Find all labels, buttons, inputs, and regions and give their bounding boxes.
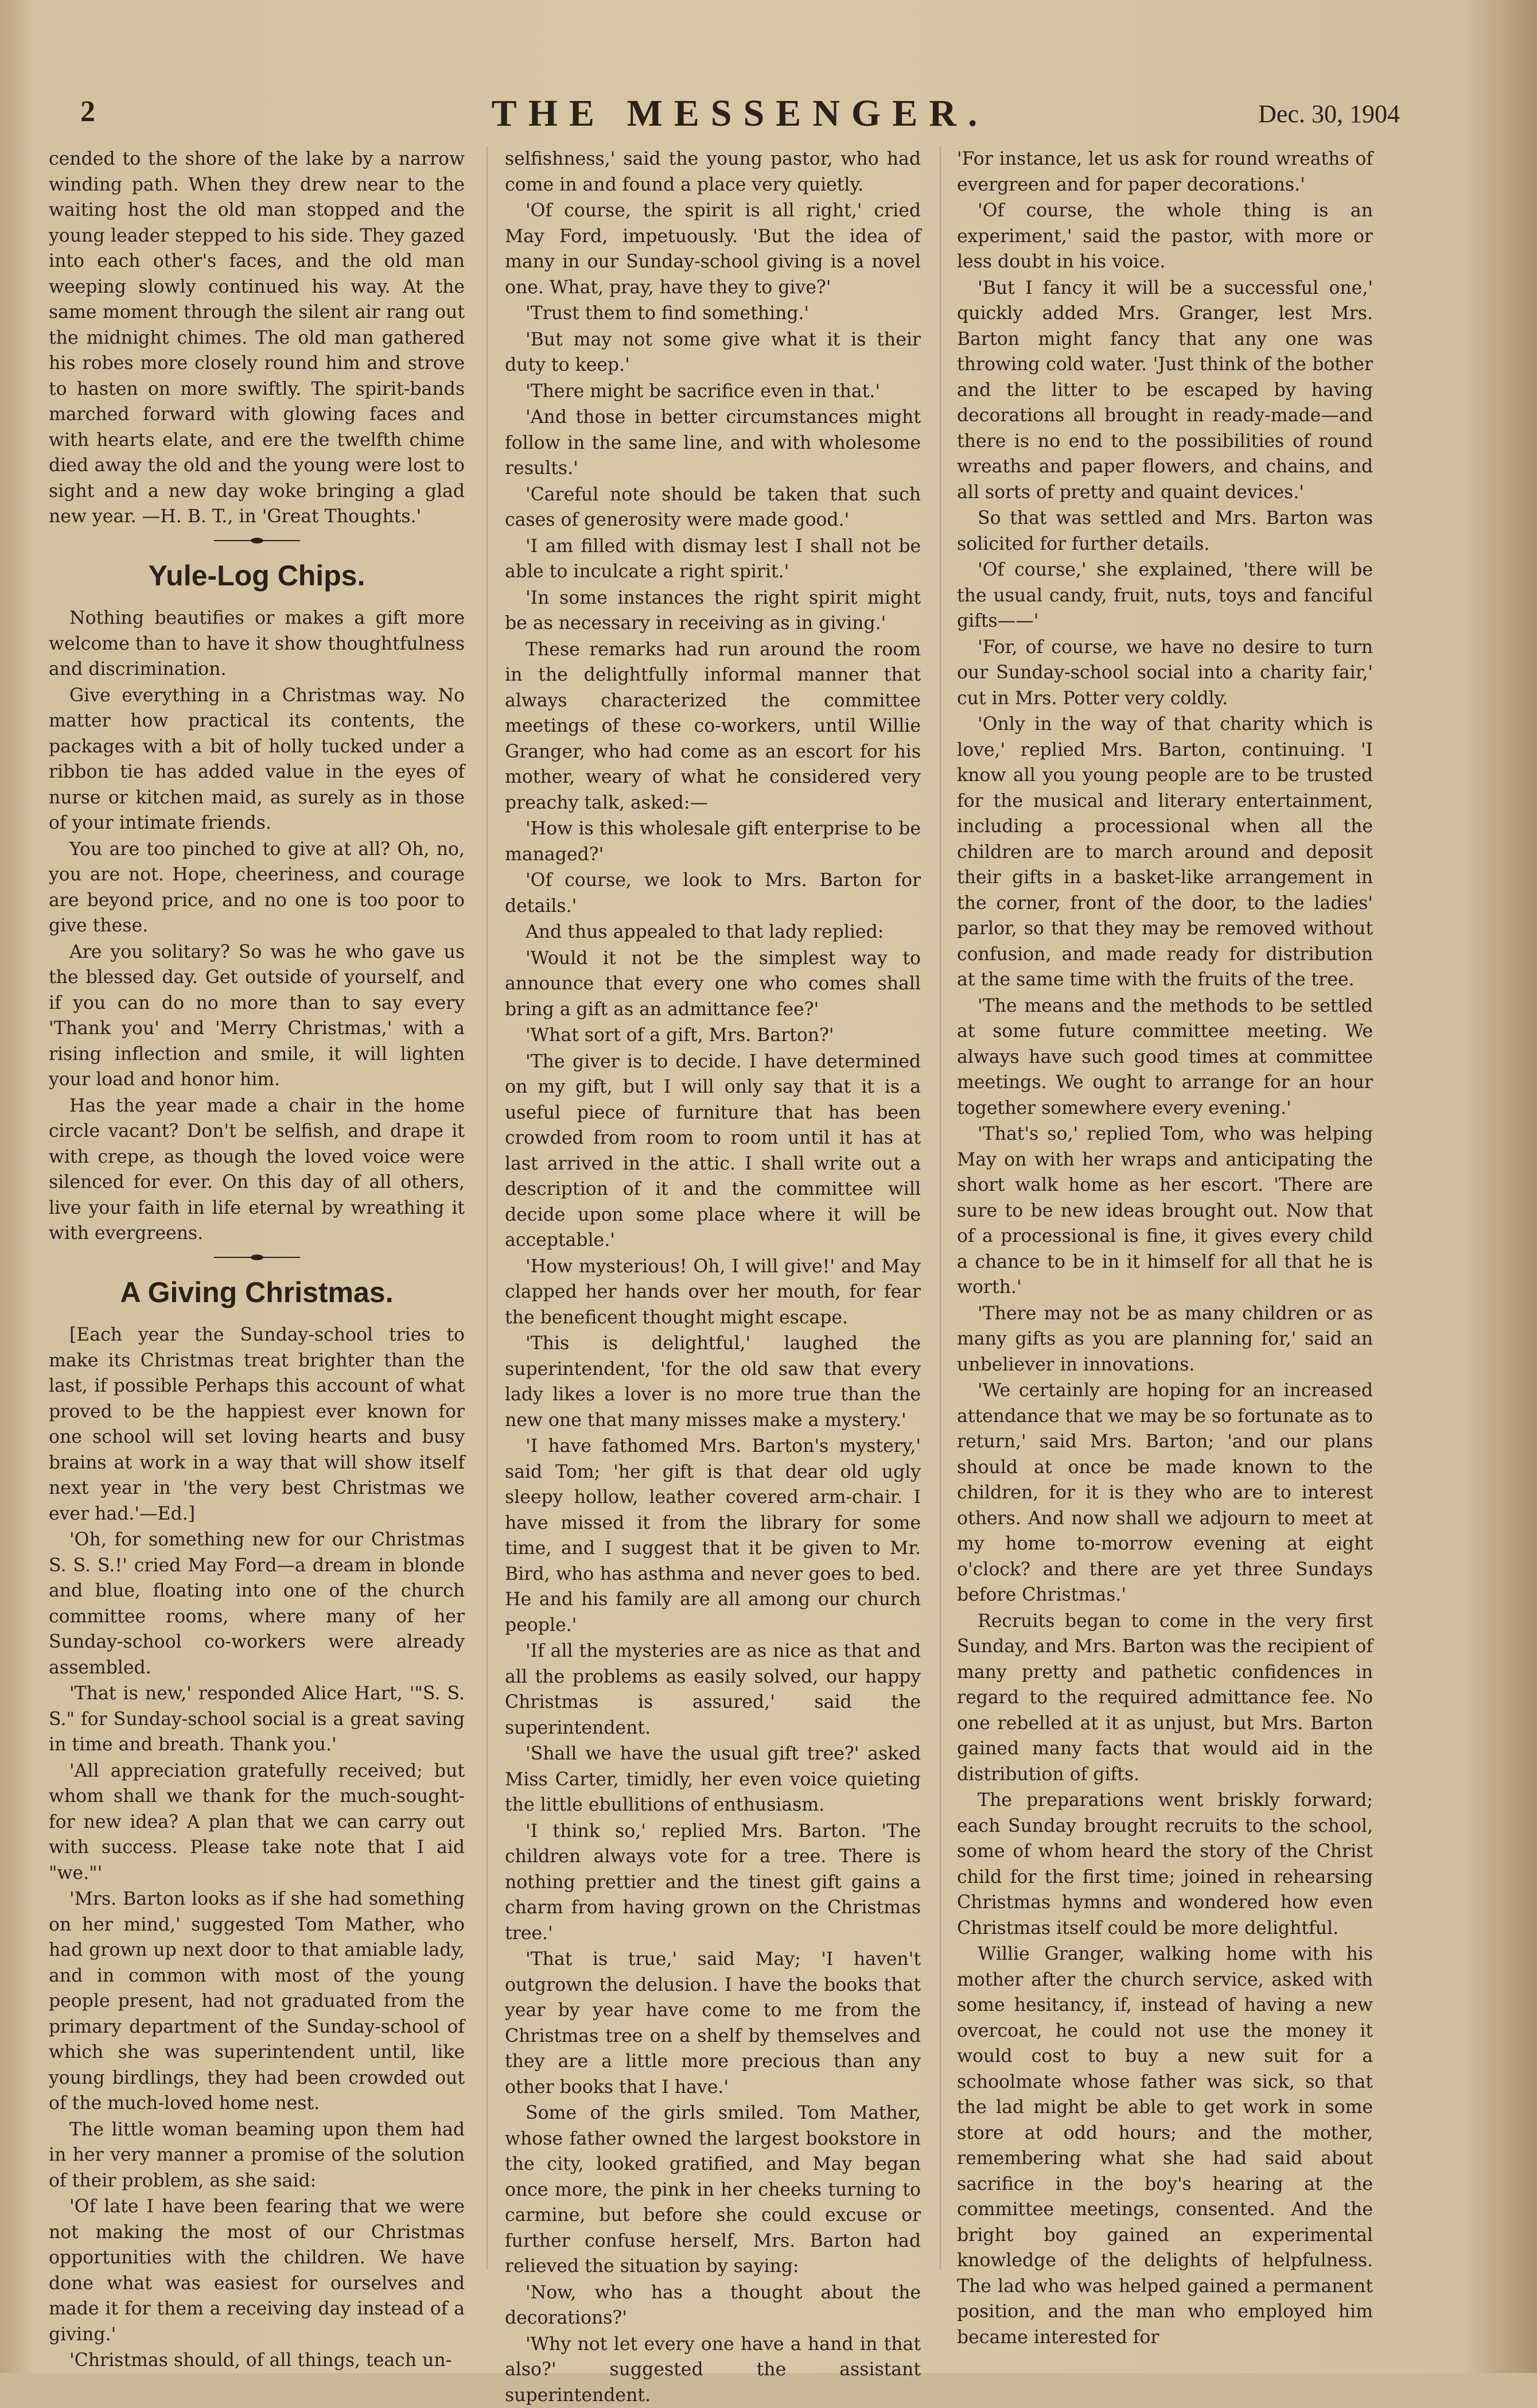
paragraph: 'There might be sacrifice even in that.': [505, 379, 921, 405]
paragraph: 'But I fancy it will be a successful one,' quickly added Mrs. Granger, lest Mrs. Barton might fancy that any one was throwing cold water. 'Just think of the bother and the litter to be escaped by having decorations all brought in ready-made—and there is no end to the possibilities of round wreaths and paper flowers, and chains, and all sorts of pretty and quaint devices.': [957, 275, 1373, 506]
paragraph: Willie Granger, walking home with his mother after the church service, asked with some hesitancy, if, instead of having a new overcoat, he could not use the money it would cost to buy a new suit for a schoolmate whose father was sick, so that the lad might be able to get work in some store at odd hours; and the mother, remembering what she had said about sacrifice in the boy's hearing at the committee meetings, consented. And the bright boy gained an experimental knowledge of the delights of helpfulness. The lad who was helped gained a permanent position, and the man who employed him became interested for: [957, 1941, 1373, 2350]
paragraph: Are you solitary? So was he who gave us the blessed day. Get outside of yourself, and if you can do no more than to say every 'Thank you' and 'Merry Christmas,' with a rising inflection and smile, it will lighten your load and honor him.: [49, 939, 465, 1093]
paragraph: And thus appealed to that lady replied:: [505, 919, 921, 945]
paragraph: 'How is this wholesale gift enterprise to be managed?': [505, 816, 921, 867]
paragraph: 'Oh, for something new for our Christmas S. S. S.!' cried May Ford—a dream in blonde and blue, floating into one of the church committee rooms, where many of her Sunday-school co-workers were already assembled.: [49, 1527, 465, 1680]
paragraph: 'That's so,' replied Tom, who was helping May on with her wraps and anticipating the short walk home as her escort. 'There are sure to be new ideas brought out. Now that of a processional is fine, it gives every child a chance to be in it himself for all that he is worth.': [957, 1121, 1373, 1300]
paragraph: 'This is delightful,' laughed the superintendent, 'for the old saw that every lady likes a lover is no more true than the new one that many misses make a mystery.': [505, 1331, 921, 1433]
paragraph: selfishness,' said the young pastor, who had come in and found a place very quietly.: [505, 146, 921, 197]
paragraph: The preparations went briskly forward; each Sunday brought recruits to the school, some of whom heard the story of the Christ child for the first time; joined in rehearsing Christmas hymns and wondered how even Christmas itself could be more delightful.: [957, 1788, 1373, 1941]
paragraph: Nothing beautifies or makes a gift more welcome than to have it show thoughtfulness and discrimination.: [49, 605, 465, 682]
column-2: [505, 146, 921, 2270]
editor-note: [Each year the Sunday-school tries to make its Christmas treat brighter than the last, if possible Perhaps this account of what proved to be the happiest ever known for one school will set loving hearts and busy brains at work in a way that will show itself next year in 'the very best Christmas we ever had.'—Ed.]: [49, 1322, 465, 1527]
article-heading: A Giving Christmas.: [49, 1280, 465, 1306]
column-3: [957, 146, 1373, 2270]
paragraph: 'Only in the way of that charity which is love,' replied Mrs. Barton, continuing. 'I know all you young people are to be trusted for the musical and literary entertainment, including a processional when all the children are to march around and deposit their gifts in a basket-like arrangement in the corner, front of the door, to the ladies' parlor, so that they may be removed without confusion, and made ready for distribution at the same time with the fruits of the tree.: [957, 712, 1373, 993]
paragraph: You are too pinched to give at all? Oh, no, you are not. Hope, cheeriness, and courage are beyond price, and no one is too poor to give these.: [49, 837, 465, 939]
paragraph: 'The giver is to decide. I have determined on my gift, but I will only say that it is a useful piece of furniture that has been crowded from room to room until it has at last arrived in the attic. I shall write out a description of it and the committee will decide upon some place where it will be acceptable.': [505, 1049, 921, 1253]
paragraph: 'Would it not be the simplest way to announce that every one who comes shall bring a gift as an admittance fee?': [505, 946, 921, 1023]
paragraph: 'The means and the methods to be settled at some future committee meeting. We always have such good times at committee meetings. We ought to arrange for an hour together somewhere every evening.': [957, 993, 1373, 1121]
paragraph: 'How mysterious! Oh, I will give!' and May clapped her hands over her mouth, for fear the beneficent thought might escape.: [505, 1254, 921, 1331]
paragraph: 'Christmas should, of all things, teach un-: [49, 2348, 465, 2374]
paragraph: 'I am filled with dismay lest I shall not be able to inculcate a right spirit.': [505, 534, 921, 585]
paragraph: 'Why not let every one have a hand in that also?' suggested the assistant superintendent.: [505, 2332, 921, 2408]
paragraph: 'I have fathomed Mrs. Barton's mystery,' said Tom; 'her gift is that dear old ugly sleepy hollow, leather covered arm-chair. I have missed it from the library for some time, and I suggest that it be given to Mr. Bird, who has asthma and never goes to bed. He and his family are all among our church people.': [505, 1434, 921, 1638]
masthead-title: THE MESSENGER.: [80, 92, 1400, 135]
paragraph: 'Now, who has a thought about the decorations?': [505, 2280, 921, 2331]
paragraph: 'Of course, we look to Mrs. Barton for details.': [505, 868, 921, 919]
paragraph: 'And those in better circumstances might follow in the same line, and with wholesome results.': [505, 405, 921, 481]
paragraph: 'Of late I have been fearing that we were not making the most of our Christmas opportunities with the children. We have done what was easiest for ourselves and made it for them a receiving day instead of a giving.': [49, 2194, 465, 2347]
page-header: [80, 95, 1400, 146]
paragraph: Recruits began to come in the very first Sunday, and Mrs. Barton was the recipient of many pretty and pathetic confidences in regard to the required admittance fee. No one rebelled at it as unjust, but Mrs. Barton gained many facts that would aid in the distribution of gifts.: [957, 1609, 1373, 1788]
column-rule: [940, 146, 941, 2270]
paragraph: 'Shall we have the usual gift tree?' asked Miss Carter, timidly, her even voice quieting the little ebullitions of enthusiasm.: [505, 1741, 921, 1818]
section-divider: [214, 1255, 300, 1260]
paragraph: 'Careful note should be taken that such cases of generosity were made good.': [505, 482, 921, 533]
paragraph: 'That is true,' said May; 'I haven't outgrown the delusion. I have the books that year by year have come to me from the Christmas tree on a shelf by themselves and they are a little more precious than any other books that I have.': [505, 1947, 921, 2100]
paragraph: 'If all the mysteries are as nice as that and all the problems as easily solved, our happy Christmas is assured,' said the superintendent.: [505, 1638, 921, 1741]
paragraph: 'Of course,' she explained, 'there will be the usual candy, fruit, nuts, toys and fanciful gifts——': [957, 557, 1373, 634]
paragraph: Has the year made a chair in the home circle vacant? Don't be selfish, and drape it with crepe, as though the loved voice were silenced for ever. On this day of all others, live your faith in life eternal by wreathing it with evergreens.: [49, 1093, 465, 1246]
paragraph: 'Trust them to find something.': [505, 301, 921, 327]
paragraph: 'In some instances the right spirit might be as necessary in receiving as in giving.': [505, 585, 921, 636]
paragraph: 'But may not some give what it is their duty to keep.': [505, 327, 921, 378]
paragraph: Give everything in a Christmas way. No matter how practical its contents, the packages with a bit of holly tucked under a ribbon tie has added value in the eyes of nurse or kitchen maid, as surely as in those of your intimate friends.: [49, 683, 465, 836]
column-1: [49, 146, 465, 2270]
paragraph: 'I think so,' replied Mrs. Barton. 'The children always vote for a tree. There is nothing prettier and the tinest gift gains a charm from having grown on the Christmas tree.': [505, 1819, 921, 1947]
paragraph: 'We certainly are hoping for an increased attendance that we may be so fortunate as to return,' said Mrs. Barton; 'and our plans should at once be made known to the children, for it is they who are to interest others. And now shall we adjourn to meet at my home to-morrow evening at eight o'clock? and there are yet three Sundays before Christmas.': [957, 1378, 1373, 1608]
paragraph: 'For instance, let us ask for round wreaths of evergreen and for paper decorations.': [957, 146, 1373, 197]
paragraph: 'What sort of a gift, Mrs. Barton?': [505, 1023, 921, 1048]
paragraph: Some of the girls smiled. Tom Mather, whose father owned the largest bookstore in the city, looked gratified, and May began once more, the pink in her cheeks turning to carmine, but before she could excuse or further confuse herself, Mrs. Barton had relieved the situation by saying:: [505, 2100, 921, 2279]
paragraph: 'For, of course, we have no desire to turn our Sunday-school social into a charity fair,' cut in Mrs. Potter very coldly.: [957, 635, 1373, 712]
paragraph: cended to the shore of the lake by a narrow winding path. When they drew near to the waiting host the old man stopped and the young leader stepped to his side. They gazed into each other's faces, and the old man weeping slowly continued his way. At the same moment through the silent air rang out the midnight chimes. The old man gathered his robes more closely round him and strove to hasten on more swiftly. The spirit-bands marched forward with glowing faces and with hearts elate, and ere the twelfth chime died away the old and the young were lost to sight and a new day woke bringing a glad new year. —H. B. T., in 'Great Thoughts.': [49, 146, 465, 530]
paragraph: 'There may not be as many children or as many gifts as you are planning for,' said an unbeliever in innovations.: [957, 1301, 1373, 1378]
issue-date: Dec. 30, 1904: [1258, 99, 1400, 129]
article-heading: Yule-Log Chips.: [49, 563, 465, 589]
paragraph: 'All appreciation gratefully received; but whom shall we thank for the much-sought-for new idea? A plan that we can carry out with success. Please take note that I aid "we."': [49, 1758, 465, 1886]
paragraph: The little woman beaming upon them had in her very manner a promise of the solution of their problem, as she said:: [49, 2117, 465, 2194]
page-number: 2: [80, 95, 95, 129]
paragraph: So that was settled and Mrs. Barton was solicited for further details.: [957, 506, 1373, 557]
paragraph: 'That is new,' responded Alice Hart, '"S. S. S." for Sunday-school social is a great saving in time and breath. Thank you.': [49, 1681, 465, 1758]
section-divider: [214, 538, 300, 543]
paragraph: These remarks had run around the room in the delightfully informal manner that always characterized the committee meetings of these co-workers, until Willie Granger, who had come as an escort for his mother, weary of what he considered very preachy talk, asked:—: [505, 637, 921, 816]
paragraph: 'Of course, the spirit is all right,' cried May Ford, impetuously. 'But the idea of many in our Sunday-school giving is a novel one. What, pray, have they to give?': [505, 198, 921, 300]
column-rule: [487, 146, 488, 2270]
paragraph: 'Of course, the whole thing is an experiment,' said the pastor, with more or less doubt in his voice.: [957, 198, 1373, 275]
paragraph: 'Mrs. Barton looks as if she had something on her mind,' suggested Tom Mather, who had grown up next door to that amiable lady, and in common with most of the young people present, had not graduated from the primary department of the Sunday-school of which she was superintendent until, like young birdlings, they had been crowded out of the much-loved home nest.: [49, 1886, 465, 2116]
